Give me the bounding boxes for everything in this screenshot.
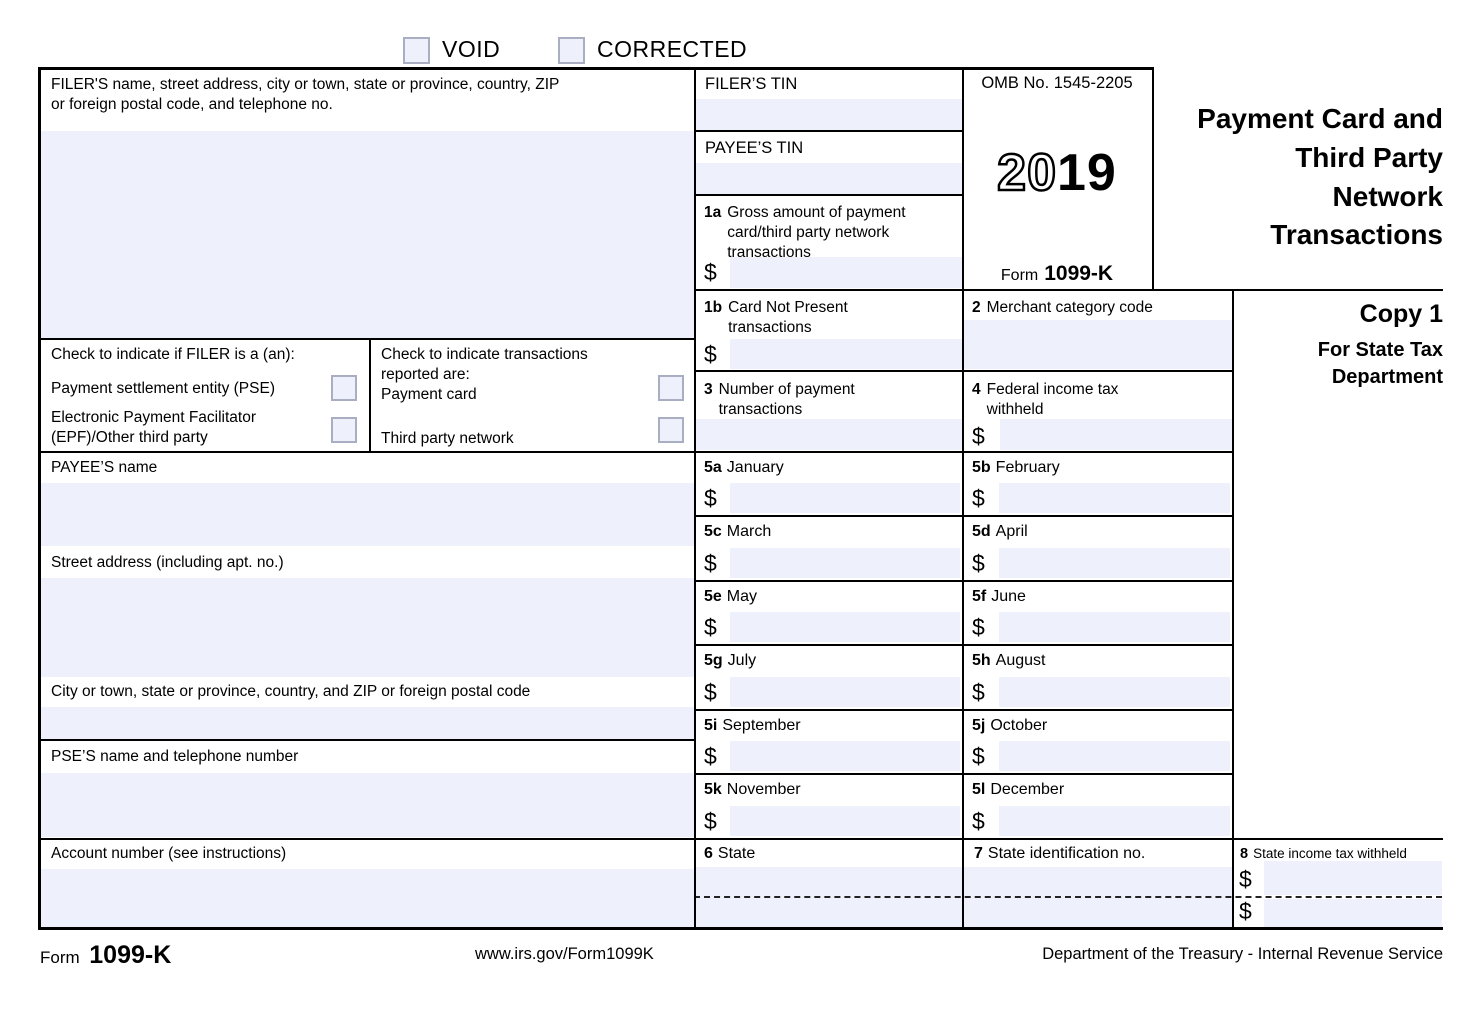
month-5d-label: 5d April: [972, 523, 1028, 540]
filer-type-heading: Check to indicate if FILER is a (an):: [51, 346, 295, 363]
form-title-line-2: Third Party: [1295, 142, 1443, 173]
copy-recipient-line-1: For State Tax: [1317, 339, 1443, 361]
epf-option-label: Electronic Payment Facilitator (EPF)/Other third party: [51, 409, 257, 446]
box-1b-dollar-sign: $: [704, 341, 717, 367]
box-8-amount-field-2[interactable]: [1264, 899, 1442, 927]
box-1a-dollar-sign: $: [704, 259, 717, 285]
month-5j-label: 5j October: [972, 717, 1048, 734]
month-5g-dollar-sign: $: [704, 679, 717, 705]
month-5c-amount-field[interactable]: [730, 548, 960, 578]
payment-card-option-label: Payment card: [381, 386, 477, 403]
month-5k-dollar-sign: $: [704, 808, 717, 834]
grid-line: [369, 338, 371, 453]
void-label: VOID: [442, 36, 501, 62]
grid-line: [38, 739, 696, 741]
street-address-label: Street address (including apt. no.): [51, 554, 284, 571]
month-5d-dollar-sign: $: [972, 550, 985, 576]
account-number-field[interactable]: [40, 869, 694, 927]
box-8-label: 8 State income tax withheld: [1240, 846, 1407, 862]
grid-line: [38, 67, 41, 929]
city-field[interactable]: [40, 707, 694, 739]
grid-line: [694, 289, 1443, 291]
month-5l-dollar-sign: $: [972, 808, 985, 834]
grid-line: [38, 338, 696, 340]
payee-name-label: PAYEE’S name: [51, 459, 158, 476]
copy-recipient-line-2: Department: [1331, 366, 1443, 388]
month-5e-amount-field[interactable]: [730, 612, 960, 642]
box-8-amount-field-1[interactable]: [1264, 861, 1442, 895]
payee-name-field[interactable]: [40, 483, 694, 546]
void-checkbox[interactable]: [403, 37, 430, 64]
pse-checkbox[interactable]: [331, 375, 357, 401]
box-1b-amount-field[interactable]: [730, 339, 962, 369]
month-5c-label: 5c March: [704, 523, 772, 540]
month-5l-amount-field[interactable]: [999, 806, 1230, 836]
month-5a-label: 5a January: [704, 459, 784, 476]
month-5e-label: 5e May: [704, 588, 758, 605]
box-3-field[interactable]: [696, 419, 962, 450]
grid-line: [694, 194, 962, 196]
corrected-checkbox[interactable]: [558, 37, 585, 64]
box-8-dollar-sign-2: $: [1239, 898, 1252, 924]
month-5i-amount-field[interactable]: [730, 741, 960, 771]
tax-year: 2019: [997, 144, 1117, 202]
month-5j-dollar-sign: $: [972, 743, 985, 769]
filer-tin-label: FILER’S TIN: [705, 75, 798, 93]
box-2-label: 2 Merchant category code: [972, 299, 1153, 316]
grid-line: [38, 451, 1232, 453]
pse-name-label: PSE’S name and telephone number: [51, 748, 299, 765]
payee-tin-label: PAYEE’S TIN: [705, 139, 804, 157]
month-5h-label: 5h August: [972, 652, 1046, 669]
grid-line: [38, 67, 1153, 70]
box-1b-label: 1b Card Not Present transactions: [704, 299, 848, 336]
form-number-header: Form 1099-K: [1000, 262, 1114, 285]
footer-form-number: Form 1099-K: [40, 941, 172, 969]
grid-line: [1152, 67, 1154, 291]
month-5b-amount-field[interactable]: [999, 483, 1230, 513]
month-5g-amount-field[interactable]: [730, 677, 960, 707]
box-2-field[interactable]: [964, 320, 1232, 369]
month-5b-dollar-sign: $: [972, 485, 985, 511]
pse-option-label: Payment settlement entity (PSE): [51, 380, 275, 397]
street-address-field[interactable]: [40, 578, 694, 677]
third-party-checkbox[interactable]: [658, 417, 684, 443]
copy-designation: Copy 1: [1359, 300, 1443, 328]
omb-number: OMB No. 1545-2205: [981, 74, 1133, 92]
filer-info-field[interactable]: [40, 131, 694, 338]
box-4-dollar-sign: $: [972, 423, 985, 449]
month-5d-amount-field[interactable]: [999, 548, 1230, 578]
month-5i-label: 5i September: [704, 717, 801, 734]
corrected-label: CORRECTED: [597, 36, 748, 62]
month-5k-label: 5k November: [704, 781, 801, 798]
box-6-label: 6 State: [704, 845, 756, 862]
month-5l-label: 5l December: [972, 781, 1065, 798]
form-title-line-1: Payment Card and: [1197, 103, 1443, 134]
state-row-dashed-line: [694, 896, 1442, 898]
third-party-option-label: Third party network: [381, 430, 514, 447]
pse-name-field[interactable]: [40, 773, 694, 837]
payee-tin-field[interactable]: [696, 163, 962, 194]
account-number-label: Account number (see instructions): [51, 845, 287, 862]
filer-info-label: FILER'S name, street address, city or town, state or province, country, ZIP or foreign postal code, and telephone no.: [51, 76, 560, 113]
month-5h-amount-field[interactable]: [999, 677, 1230, 707]
footer-agency: Department of the Treasury - Internal Revenue Service: [1042, 945, 1443, 963]
city-label: City or town, state or province, country, and ZIP or foreign postal code: [51, 683, 531, 700]
box-1a-label: 1a Gross amount of payment card/third party network transactions: [704, 204, 906, 261]
month-5h-dollar-sign: $: [972, 679, 985, 705]
box-4-label: 4 Federal income tax withheld: [972, 381, 1119, 418]
month-5e-dollar-sign: $: [704, 614, 717, 640]
month-5k-amount-field[interactable]: [730, 806, 960, 836]
grid-line: [694, 130, 962, 132]
form-title-line-3: Network: [1332, 181, 1443, 212]
month-5i-dollar-sign: $: [704, 743, 717, 769]
transactions-heading: Check to indicate transactions reported are:: [381, 346, 588, 383]
month-5f-amount-field[interactable]: [999, 612, 1230, 642]
grid-line: [694, 67, 696, 929]
month-5j-amount-field[interactable]: [999, 741, 1230, 771]
month-5b-label: 5b February: [972, 459, 1060, 476]
month-5g-label: 5g July: [704, 652, 757, 669]
filer-tin-field[interactable]: [696, 99, 962, 130]
epf-checkbox[interactable]: [331, 417, 357, 443]
month-5a-dollar-sign: $: [704, 485, 717, 511]
month-5c-dollar-sign: $: [704, 550, 717, 576]
footer-url: www.irs.gov/Form1099K: [475, 945, 654, 963]
form-title-line-4: Transactions: [1270, 219, 1443, 250]
box-8-dollar-sign-1: $: [1239, 866, 1252, 892]
box-3-label: 3 Number of payment transactions: [704, 381, 855, 418]
box-7-label: 7 State identification no.: [974, 845, 1146, 862]
month-5f-label: 5f June: [972, 588, 1026, 605]
month-5f-dollar-sign: $: [972, 614, 985, 640]
box-4-amount-field[interactable]: [1000, 419, 1232, 450]
payment-card-checkbox[interactable]: [658, 375, 684, 401]
month-5a-amount-field[interactable]: [730, 483, 960, 513]
grid-line: [1232, 289, 1234, 929]
